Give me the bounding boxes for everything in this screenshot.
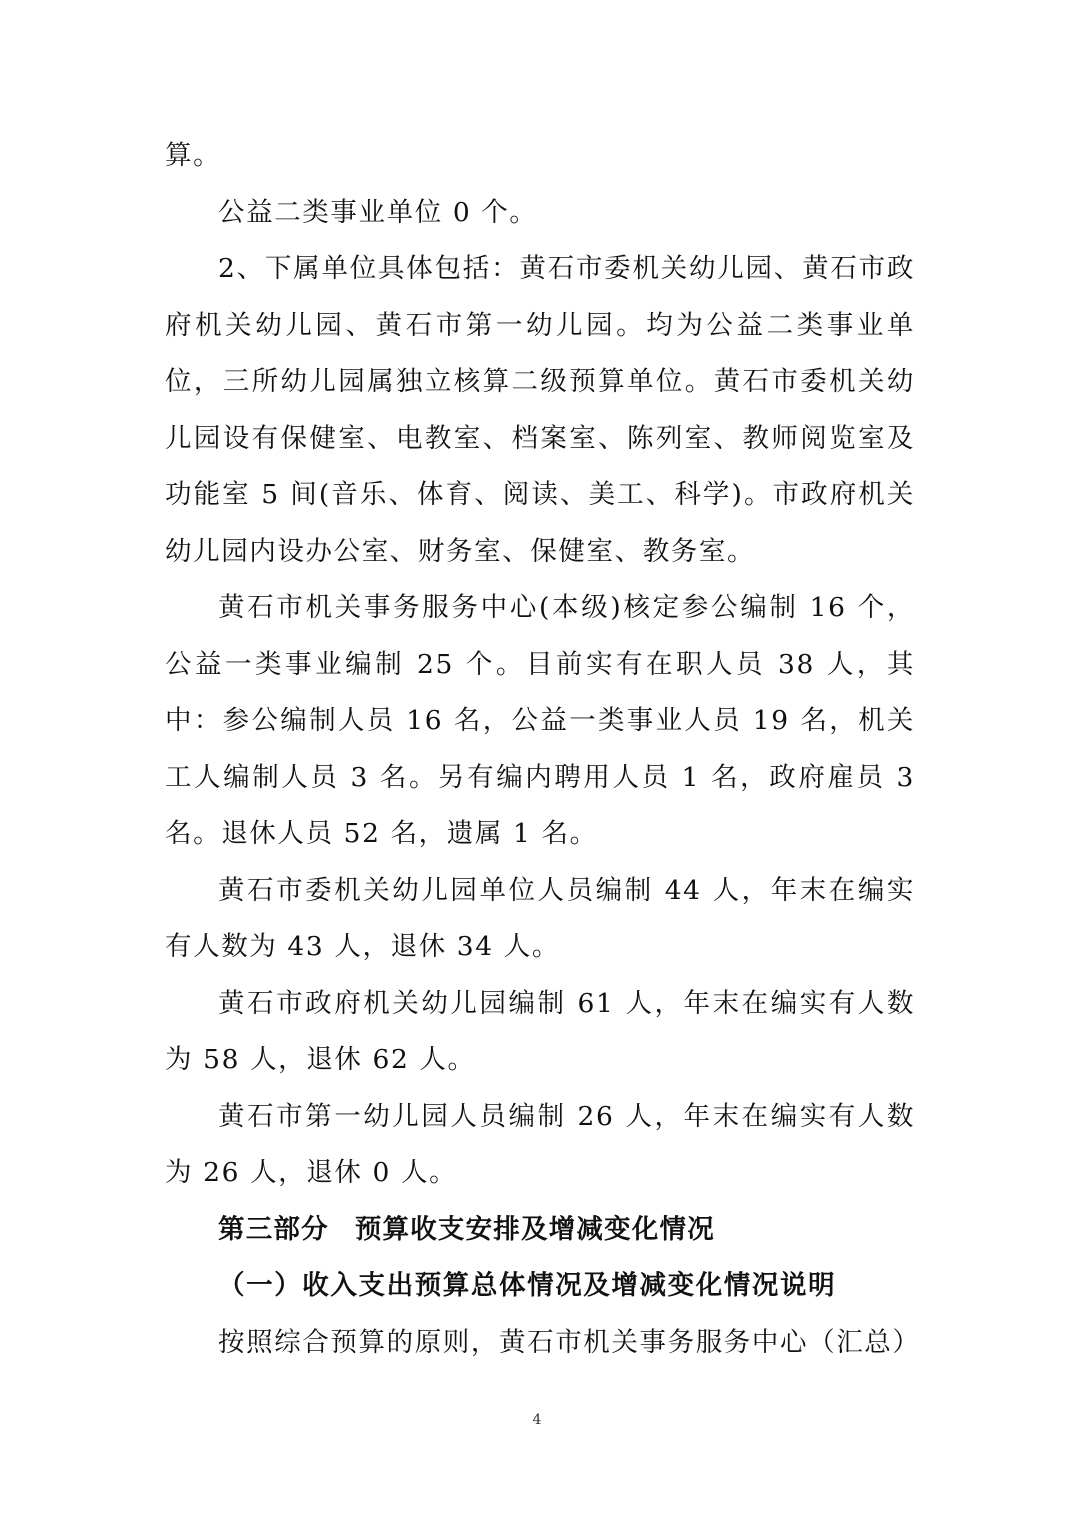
paragraph-first-kindergarten-staffing: 黄石市第一幼儿园人员编制 26 人，年末在编实有人数为 26 人，退休 0 人。 (165, 1100, 915, 1188)
paragraph-government-kindergarten-staffing: 黄石市政府机关幼儿园编制 61 人，年末在编实有人数为 58 人，退休 62 人。 (165, 987, 915, 1075)
paragraph-center-staffing: 黄石市机关事务服务中心(本级)核定参公编制 16 个，公益一类事业编制 25 个。目前实有在职人员 38 人，其中：参公编制人员 16 名，公益一类事业人员 19 名，机关工人编制人员 3 名。另有编内聘用人员 1 名，政府雇员 3 名。退休人员 52 名，遗属 1 名。 (165, 592, 915, 849)
paragraph-party-kindergarten-staffing: 黄石市委机关幼儿园单位人员编制 44 人，年末在编实有人数为 43 人，退休 34 人。 (165, 874, 915, 962)
section-part-label: 第三部分 (218, 1213, 329, 1245)
paragraph-continuation: 算。 (165, 140, 222, 171)
section-part-title: 预算收支安排及增减变化情况 (354, 1213, 715, 1245)
subsection-heading: （一）收入支出预算总体情况及增减变化情况说明 (218, 1270, 837, 1301)
body-text (165, 128, 921, 1371)
paragraph-budget-principle: 按照综合预算的原则，黄石市机关事务服务中心（汇总） (218, 1326, 921, 1358)
section-heading (165, 1202, 915, 1259)
page-number: 4 (532, 1412, 542, 1428)
paragraph-subordinate-units: 2、下属单位具体包括：黄石市委机关幼儿园、黄石市政府机关幼儿园、黄石市第一幼儿园。均为公益二类事业单位，三所幼儿园属独立核算二级预算单位。黄石市委机关幼儿园设有保健室、电教室、档案室、陈列室、教师阅览室及功能室 5 间(音乐、体育、阅读、美工、科学)。市政府机关幼儿园内设办公室、财务室、保健室、教务室。 (165, 253, 915, 567)
paragraph-public-welfare-count: 公益二类事业单位 0 个。 (218, 196, 538, 228)
